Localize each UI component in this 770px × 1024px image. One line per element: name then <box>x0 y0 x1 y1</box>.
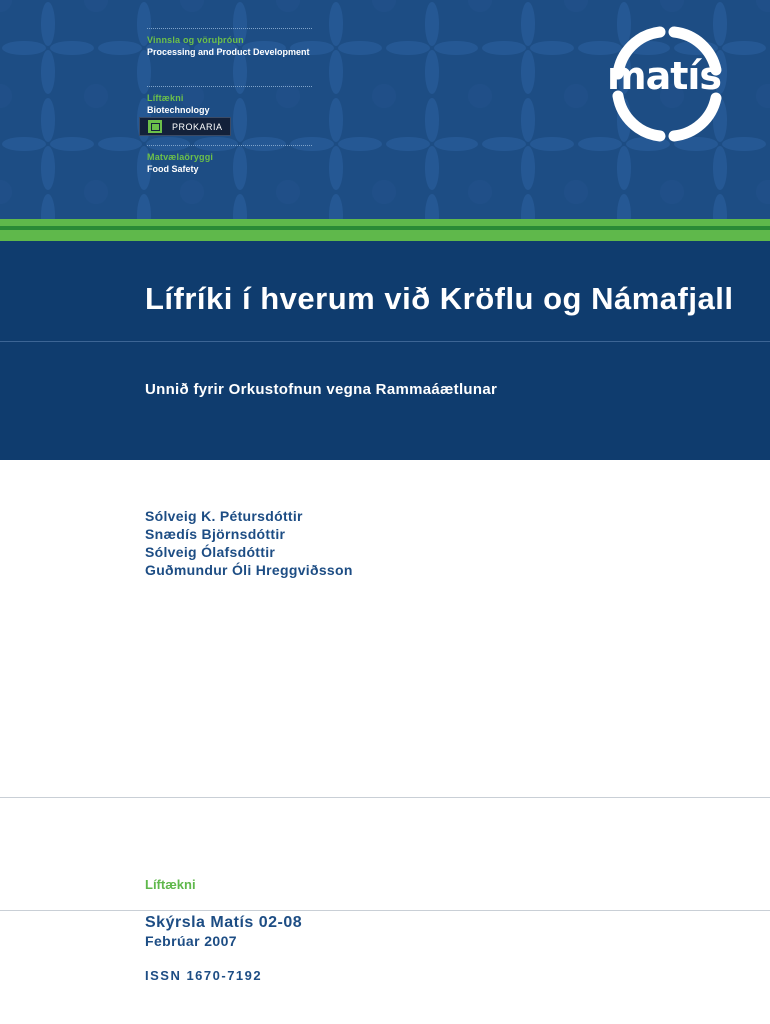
author-name: Guðmundur Óli Hreggviðsson <box>145 562 353 578</box>
division-biotechnology-en: Biotechnology <box>147 105 210 115</box>
author-name: Sólveig K. Pétursdóttir <box>145 508 303 524</box>
division-food-safety <box>147 145 312 175</box>
green-stripe <box>0 219 770 226</box>
author-name: Sólveig Ólafsdóttir <box>145 544 276 560</box>
issn-number: ISSN 1670-7192 <box>145 968 263 983</box>
division-processing <box>147 28 312 58</box>
division-biotechnology <box>147 86 312 116</box>
title-divider <box>0 341 770 342</box>
division-biotechnology-is: Líftækni <box>147 93 184 103</box>
prokaria-label: PROKARIA <box>172 121 223 132</box>
title-band <box>0 241 770 460</box>
document-subtitle: Unnið fyrir Orkustofnun vegna Rammaáætlunar <box>145 381 498 398</box>
prokaria-badge <box>139 117 231 136</box>
green-stripe-lower <box>0 230 770 241</box>
header-band <box>0 0 770 220</box>
report-date: Febrúar 2007 <box>145 933 237 949</box>
division-food-safety-is: Matvælaöryggi <box>147 152 214 162</box>
author-list <box>145 507 353 579</box>
document-title: Lífríki í hverum við Kröflu og Námafjall <box>145 281 734 316</box>
divider-line <box>0 910 770 911</box>
division-food-safety-en: Food Safety <box>147 164 199 174</box>
prokaria-logo-icon <box>148 120 162 133</box>
author-name: Snædís Björnsdóttir <box>145 526 286 542</box>
divider-line <box>0 797 770 798</box>
division-processing-is: Vinnsla og vöruþróun <box>147 35 244 45</box>
category-label: Líftækni <box>145 877 196 892</box>
logo-wordmark: matís <box>606 54 722 98</box>
division-processing-en: Processing and Product Development <box>147 47 310 57</box>
report-number: Skýrsla Matís 02-08 <box>145 914 303 931</box>
